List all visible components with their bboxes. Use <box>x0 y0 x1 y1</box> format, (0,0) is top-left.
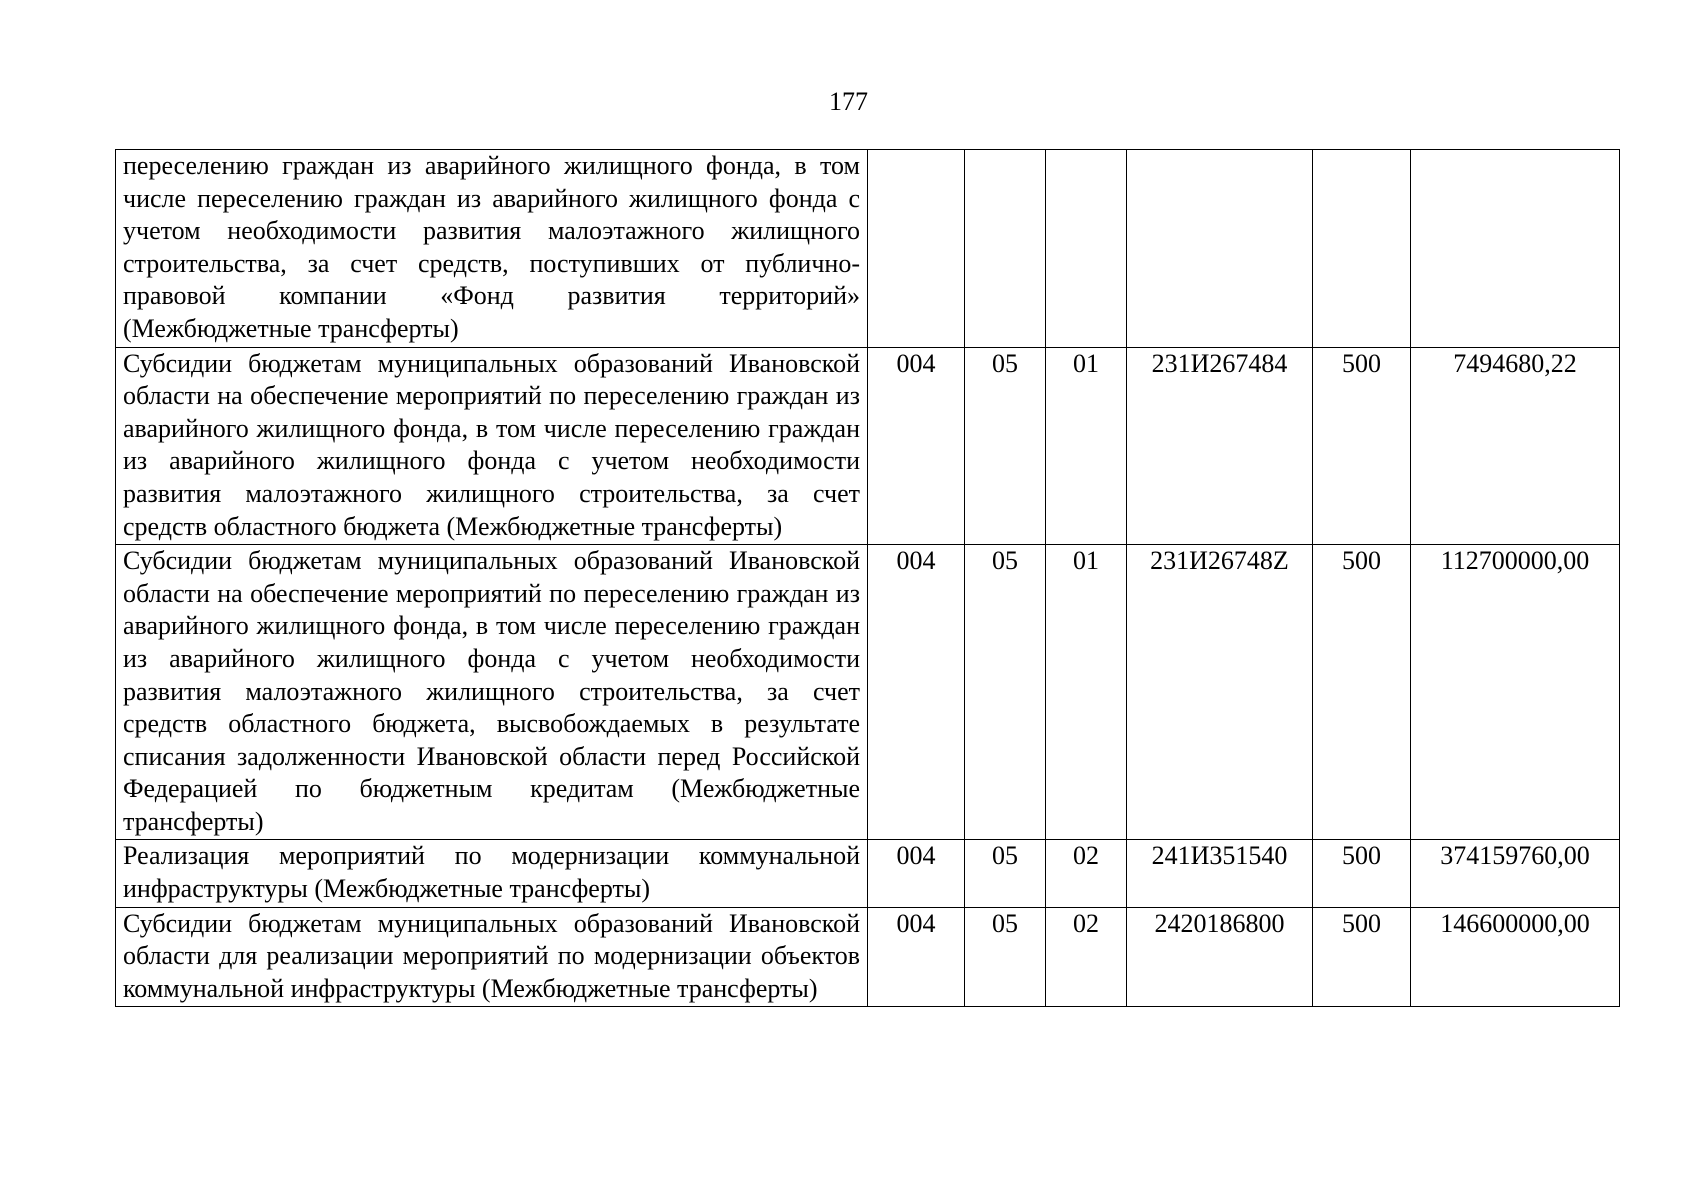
row-section-code: 05 <box>965 545 1046 840</box>
row-description: Субсидии бюджетам муниципальных образований Ивановской области на обеспечение мероприятий по переселению граждан из аварийного жилищного фонда, в том числе переселению граждан из аварийного жилищного фонда с учетом необходимости развития малоэтажного жилищного строительства, за счет средств областного бюджета (Межбюджетные трансферты) <box>116 347 868 545</box>
row-expense-type-code: 500 <box>1313 907 1411 1007</box>
row-description: переселению граждан из аварийного жилищного фонда, в том числе переселению граждан из аварийного жилищного фонда с учетом необходимости развития малоэтажного жилищного строительства, за счет средств, поступивших от публично-правовой компании «Фонд развития территорий» (Межбюджетные трансферты) <box>116 150 868 348</box>
row-subsection-code: 02 <box>1046 907 1127 1007</box>
table-row <box>116 907 1620 1007</box>
row-amount <box>1411 150 1620 348</box>
row-description: Реализация мероприятий по модернизации коммунальной инфраструктуры (Межбюджетные трансферты) <box>116 840 868 907</box>
row-subsection-code: 01 <box>1046 347 1127 545</box>
row-target-code: 241И351540 <box>1127 840 1313 907</box>
row-amount: 7494680,22 <box>1411 347 1620 545</box>
table-row <box>116 347 1620 545</box>
row-target-code: 231И26748Z <box>1127 545 1313 840</box>
budget-table <box>115 149 1620 1007</box>
row-target-code: 2420186800 <box>1127 907 1313 1007</box>
row-ministry-code: 004 <box>868 907 965 1007</box>
row-section-code <box>965 150 1046 348</box>
row-ministry-code: 004 <box>868 840 965 907</box>
row-ministry-code: 004 <box>868 347 965 545</box>
row-section-code: 05 <box>965 347 1046 545</box>
row-amount: 146600000,00 <box>1411 907 1620 1007</box>
row-section-code: 05 <box>965 907 1046 1007</box>
row-amount: 374159760,00 <box>1411 840 1620 907</box>
row-description: Субсидии бюджетам муниципальных образований Ивановской области на обеспечение мероприятий по переселению граждан из аварийного жилищного фонда, в том числе переселению граждан из аварийного жилищного фонда с учетом необходимости развития малоэтажного жилищного строительства, за счет средств областного бюджета, высвобождаемых в результате списания задолженности Ивановской области перед Российской Федерацией по бюджетным кредитам (Межбюджетные трансферты) <box>116 545 868 840</box>
row-expense-type-code <box>1313 150 1411 348</box>
row-expense-type-code: 500 <box>1313 545 1411 840</box>
page-number: 177 <box>829 87 868 116</box>
row-ministry-code: 004 <box>868 545 965 840</box>
row-ministry-code <box>868 150 965 348</box>
row-subsection-code: 02 <box>1046 840 1127 907</box>
table-row <box>116 150 1620 348</box>
table-row <box>116 545 1620 840</box>
row-section-code: 05 <box>965 840 1046 907</box>
row-target-code <box>1127 150 1313 348</box>
row-target-code: 231И267484 <box>1127 347 1313 545</box>
row-subsection-code: 01 <box>1046 545 1127 840</box>
table-row <box>116 840 1620 907</box>
row-amount: 112700000,00 <box>1411 545 1620 840</box>
row-description: Субсидии бюджетам муниципальных образований Ивановской области для реализации мероприятий по модернизации объектов коммунальной инфраструктуры (Межбюджетные трансферты) <box>116 907 868 1007</box>
row-expense-type-code: 500 <box>1313 840 1411 907</box>
row-subsection-code <box>1046 150 1127 348</box>
row-expense-type-code: 500 <box>1313 347 1411 545</box>
